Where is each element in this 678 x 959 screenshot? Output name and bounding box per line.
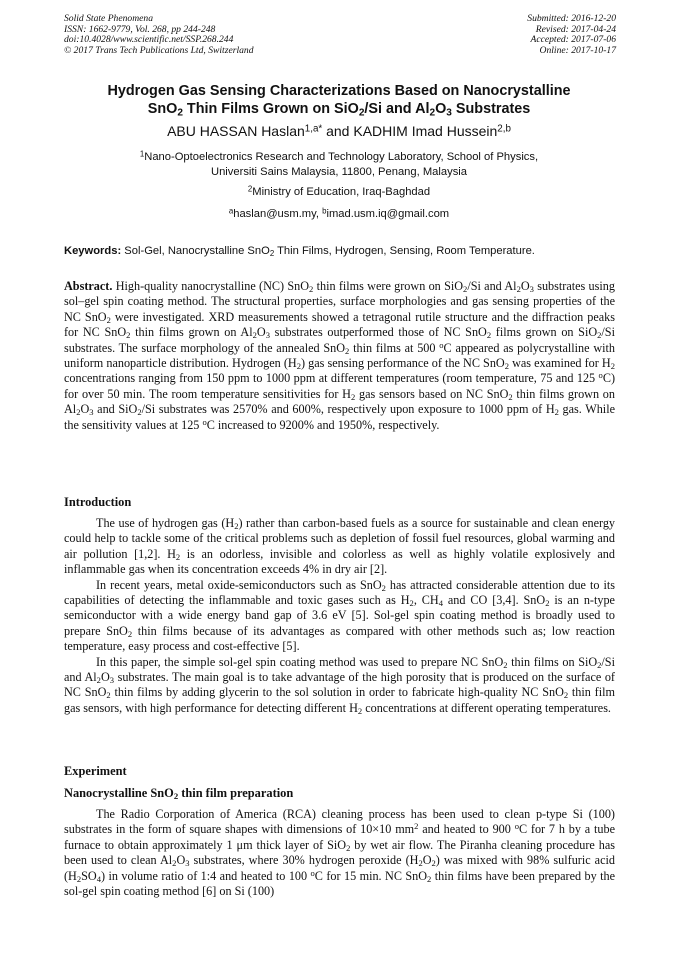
journal-name: Solid State Phenomena (64, 13, 153, 24)
journal-info (64, 14, 254, 56)
paper-title (40, 82, 638, 118)
affiliation-2: $^2$Ministry of Education, Iraq-Baghdad (247, 184, 431, 198)
title-line-2: SnO$_2$ Thin Films Grown on SiO$_2$/Si and $Al_2O_3$ Substrates (147, 101, 531, 119)
submission-dates (527, 14, 616, 56)
journal-issn: ISSN: 1662-9779, Vol. 268, pp 244-248 (64, 23, 216, 35)
intro-paragraph-1: The use of hydrogen gas $(H_2)$ rather than carbon-based fuels as a source for sustainable and clean energy could help to tackle some of the critical problems such as depletion of fossil fuel resources, global warming and air pollution [1,2]. $H_2$ is an odorless, invisible and colorless as well as highly volatile explosively and inflammable gas when its concentration exceeds 4% in dry air [2]. (64, 516, 616, 577)
keywords: Keywords: Sol-Gel, Nanocrystalline SnO$_2$ Thin Films, Hydrogen, Sensing, Room Temperature. (64, 245, 535, 258)
email-b[interactable]: imad.usm.iq@gmail.com (326, 208, 450, 220)
author-2: KADHIM Imad Hussein (353, 123, 498, 139)
experiment-heading: Experiment (64, 764, 127, 778)
affiliation-1: $^1$Nano-Optoelectronics Research and Technology Laboratory, School of Physics, Universiti Sains Malaysia, 11800, Penang, Malaysia (139, 149, 539, 179)
experiment-paragraph-1: The Radio Corporation of America (RCA) cleaning process has been used to clean p-type Si (100) substrates in the form of square shapes with dimensions of 10×10 $mm^2$ and heated to 900 $^o$C for 7 h by a tube furnace to obtain approximately 1 μm thick layer of SiO$_2$ by wet air flow. The Piranha cleaning procedure has been used to clean $Al_2O_3$ substrates, where 30% hydrogen peroxide $(H_2O_2)$ was mixed with 98% sulfuric acid $(H_2SO_4)$ in volume ratio of 1:4 and heated to 100 $^o$C for 15 min. NC SnO$_2$ thin films have been prepared by the sol-gel spin coating method [6] on Si (100) (64, 807, 615, 899)
keywords-label: Keywords: (64, 245, 122, 257)
author-1: ABU HASSAN Haslan (167, 123, 305, 139)
film-preparation-subheading: Nanocrystalline SnO$_2$ thin film preparation (64, 786, 294, 802)
abstract: Abstract. High-quality nanocrystalline (NC) SnO$_2$ thin films were grown on SiO$_2$/Si and $Al_2O_3$ substrates using sol–gel spin coating method. The structural properties, surface morphologies and gas sensing properties of the NC SnO$_2$ were investigated. XRD measurements showed a tetragonal rutile structure and the diffraction peaks for NC SnO$_2$ thin films grown on $Al_2O_3$ substrates outperformed those of NC SnO$_2$ films grown on SiO$_2$/Si substrates. The surface morphology of the annealed SnO$_2$ thin films at 500 $^o$C appeared as polycrystalline with uniform nanoparticle distribution. Hydrogen $(H_2)$ gas sensing performance of the NC SnO$_2$ was examined for $H_2$ concentrations ranging from 150 ppm to 1000 ppm at different temperatures (room temperature, 75 and 125 $^o$C) for over 50 min. The room temperature sensitivities for $H_2$ gas sensors based on NC SnO$_2$ thin films grown on $Al_2O_3$ and SiO$_2$/Si substrates was 2570% and 600%, respectively upon exposure to 1000 ppm of $H_2$ gas. While the sensitivity values at 125 $^o$C increased to 9200% and 1950%, respectively. (64, 279, 615, 432)
introduction-body (64, 516, 615, 716)
date-submitted: Submitted: 2016-12-20 (527, 13, 616, 24)
author-emails: $^a$haslan@usm.my, $^b$imad.usm.iq@gmail.com (228, 206, 450, 220)
author-list: ABU HASSAN Haslan$^{1,a*}$ and KADHIM Imad Hussein$^{2,b}$ (167, 123, 511, 139)
journal-copyright: © 2017 Trans Tech Publications Ltd, Switzerland (64, 44, 254, 56)
date-revised: Revised: 2017-04-24 (535, 23, 616, 35)
intro-paragraph-3: In this paper, the simple sol-gel spin coating method was used to prepare NC SnO$_2$ thin films on SiO$_2$/Si and $Al_2O_3$ substrates. The main goal is to take advantage of the high porosity that is produced on the surface of NC SnO$_2$ thin films by adding glycerin to the sol solution in order to fabricate high-quality NC SnO$_2$ thin film gas sensors, with high performance for detecting different $H_2$ concentrations at different operating temperatures. (64, 654, 615, 716)
experiment-body (64, 807, 615, 899)
date-accepted: Accepted: 2017-07-06 (530, 34, 616, 46)
date-online: Online: 2017-10-17 (539, 44, 616, 56)
intro-paragraph-2: In recent years, metal oxide-semiconductors such as SnO$_2$ has attracted considerable attention due to its capabilities of detecting the inflammable and toxic gases such as $H_2$, $CH_4$ and CO [3,4]. SnO$_2$ is an n-type semiconductor with a wide energy band gap of 3.6 eV [5]. Sol-gel spin coating method is broadly used to prepare SnO$_2$ thin films because of its advantages as compared with other methods such as; low reaction temperature, easy process and cost-effective [5]. (64, 577, 615, 654)
abstract-label: Abstract. (64, 279, 113, 293)
title-line-1: Hydrogen Gas Sensing Characterizations Based on Nanocrystalline (107, 83, 571, 99)
journal-doi[interactable]: doi:10.4028/www.scientific.net/SSP.268.244 (64, 34, 234, 46)
introduction-heading: Introduction (64, 495, 132, 509)
email-a[interactable]: haslan@usm.my, (233, 208, 323, 220)
